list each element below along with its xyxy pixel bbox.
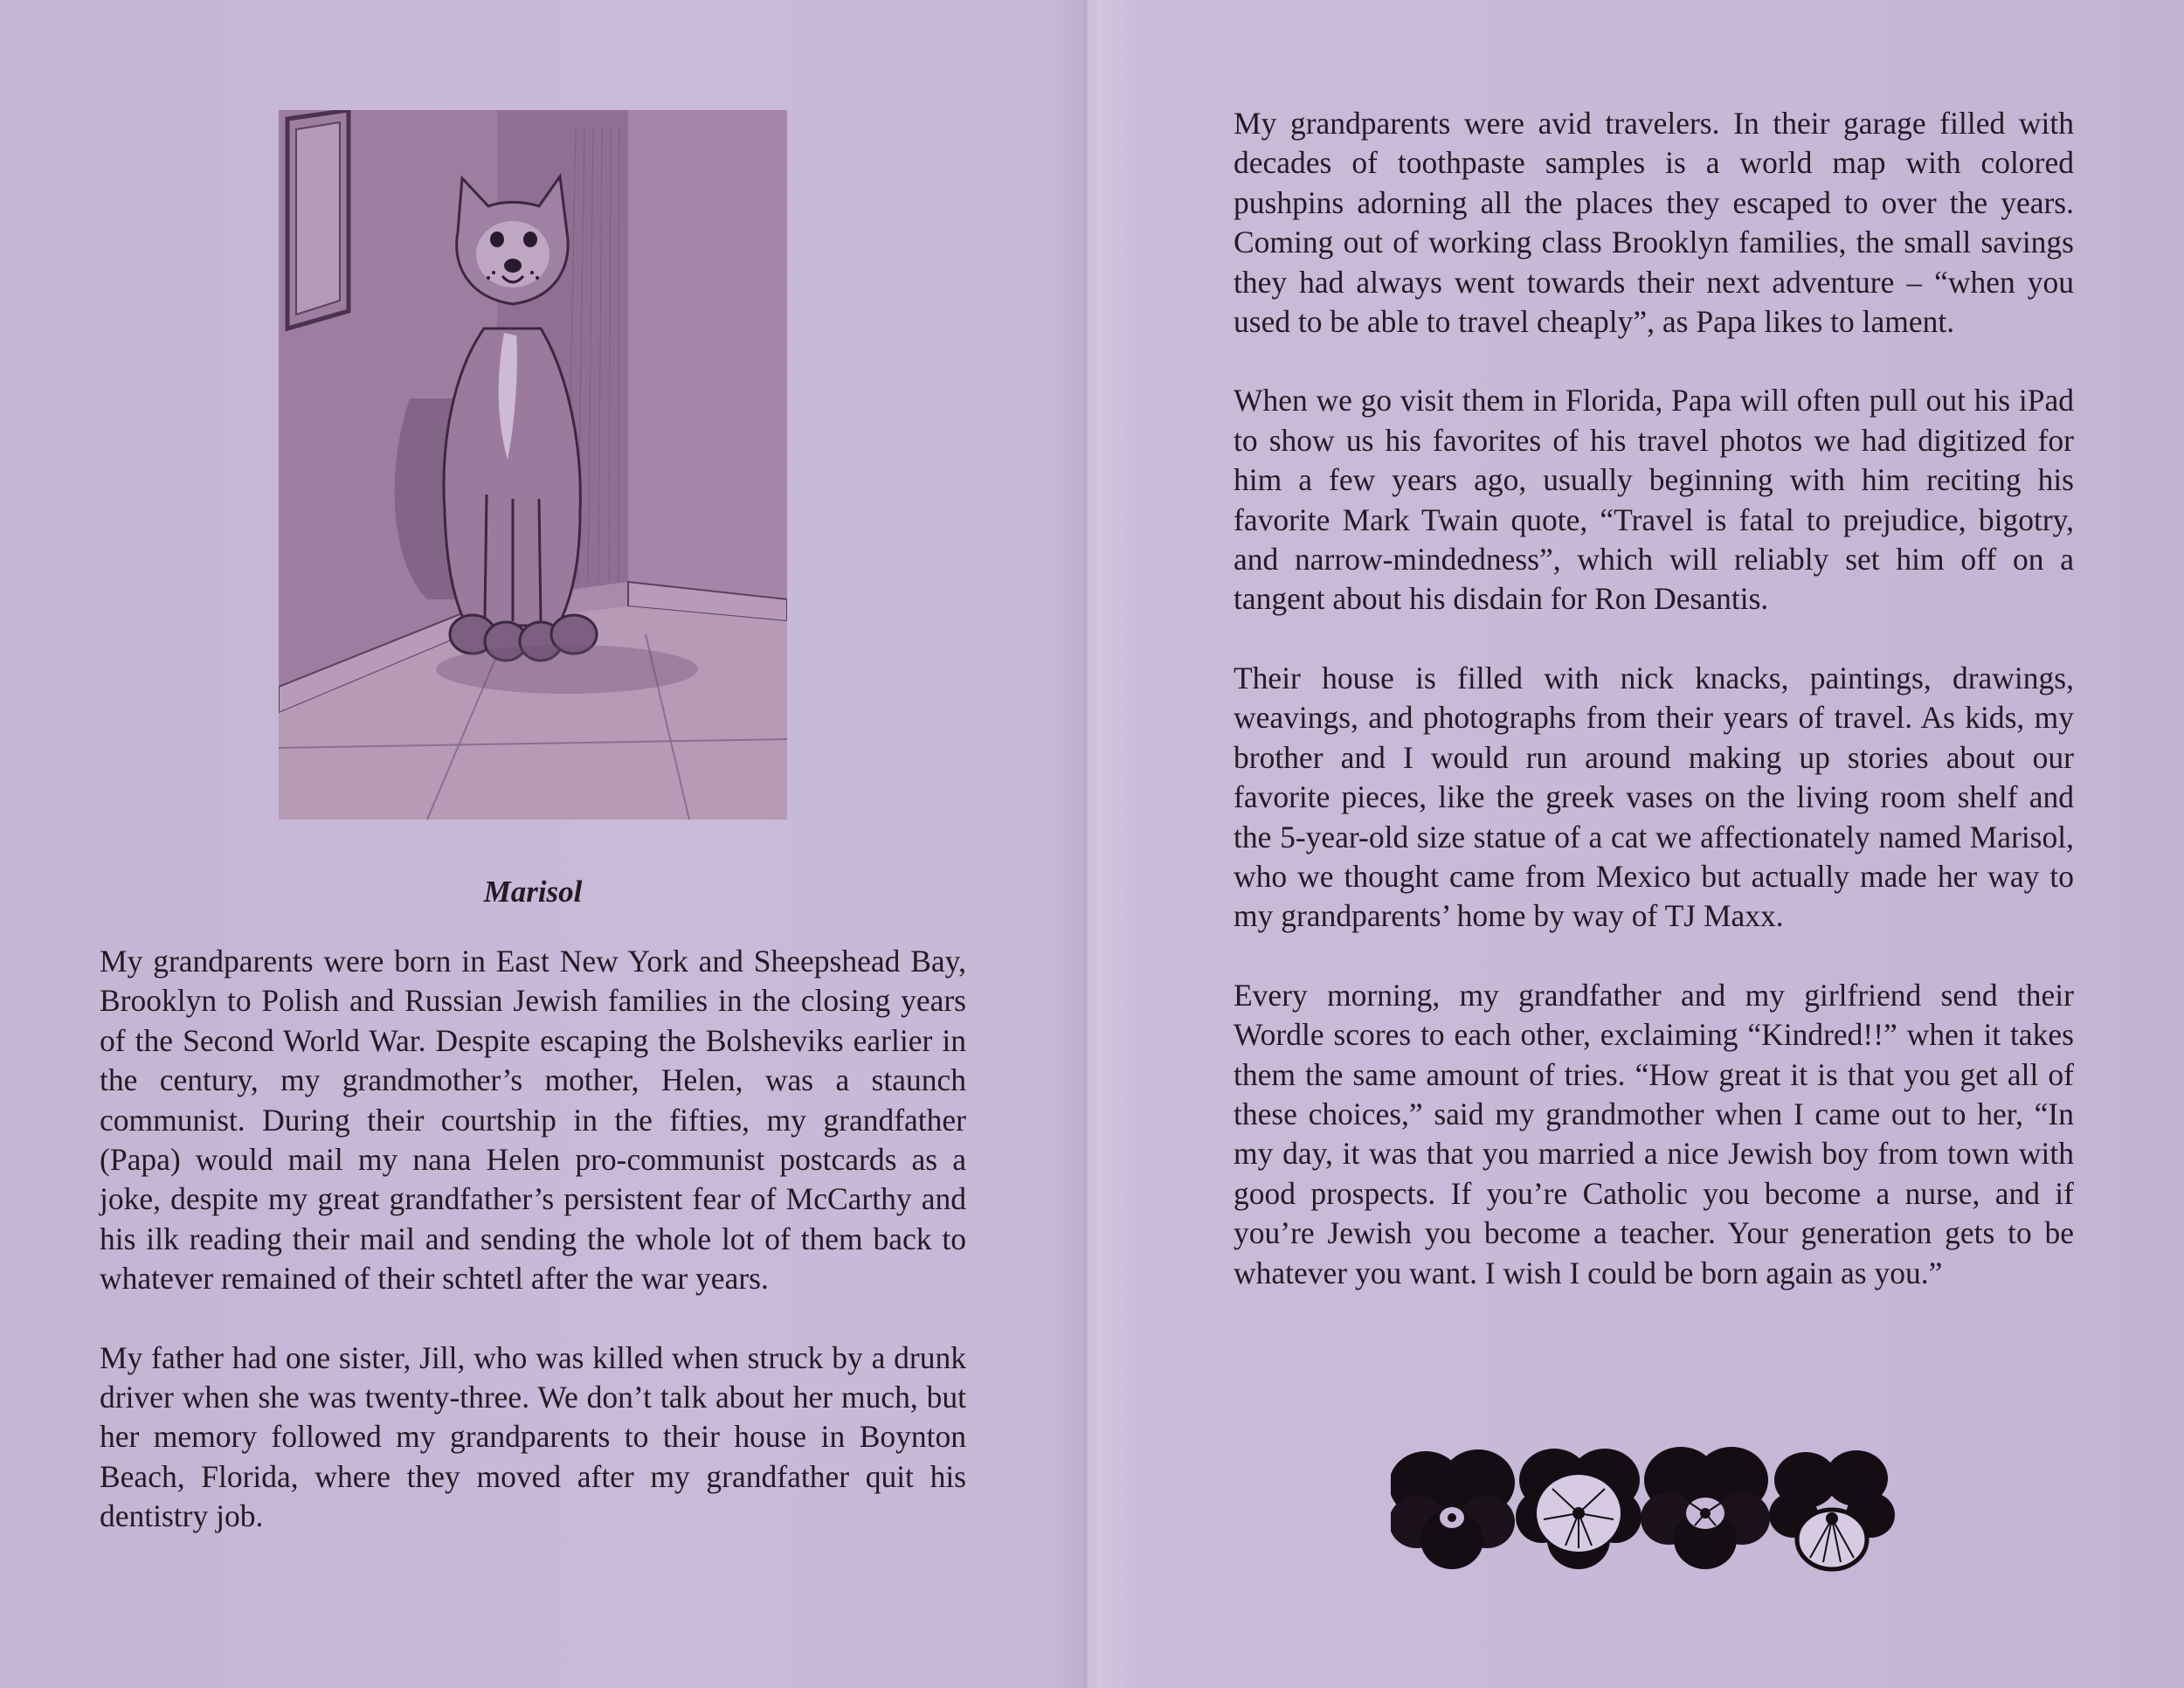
right-page xyxy=(1092,0,2184,1688)
left-page-body xyxy=(100,942,966,1537)
illustration-caption: Marisol xyxy=(483,875,583,909)
paragraph: My grandparents were born in East New York and Sheepshead Bay, Brooklyn to Polish and Russian Jewish families in the closing years of the Second World War. Despite escaping the Bolsheviks earlier in the century, my grandmother’s mother, Helen, was a staunch communist. During their courtship in the fifties, my grandfather (Papa) would mail my nana Helen pro-communist postcards as a joke, despite my great grandfather’s persistent fear of McCarthy and his ilk reading their mail and sending the whole lot of them back to whatever remained of their schtetl after the war years. xyxy=(100,944,966,1297)
paragraph: Their house is filled with nick knacks, paintings, drawings, weavings, and photographs from their years of travel. As kids, my brother and I would run around making up stories about our favorite pieces, like the greek vases on the living room shelf and the 5-year-old size statue of a cat we affectionately named Marisol, who we thought came from Mexico but actually made her way to my grandparents’ home by way of TJ Maxx. xyxy=(1234,660,2074,934)
pansy-flowers-icon xyxy=(1391,1435,1915,1583)
paragraph: When we go visit them in Florida, Papa will often pull out his iPad to show us his favorites of his travel photos we had digitized for him a few years ago, usually beginning with him reciting his favorite Mark Twain quote, “Travel is fatal to prejudice, bigotry, and narrow-mindedness”, which will reliably set him off on a tangent about his disdain for Ron Desantis. xyxy=(1234,383,2074,617)
right-page-body xyxy=(1234,104,2074,1293)
paragraph: Every morning, my grandfather and my girlfriend send their Wordle scores to each other, exclaiming “Kindred!!” when it takes them the same amount of tries. “How great it is that you get all of these choices,” said my grandmother when I came out to her, “In my day, it was that you married a nice Jewish boy from town with good prospects. If you’re Catholic you become a nurse, and if you’re Jewish you become a teacher. Your generation gets to be whatever you want. I wish I could be born again as you.” xyxy=(1234,977,2074,1290)
left-page xyxy=(0,0,1083,1688)
cat-statue-drawing xyxy=(279,110,787,820)
paragraph: My grandparents were avid travelers. In their garage filled with decades of toothpaste samples is a world map with colored pushpins adorning all the places they escaped to over the years. Coming out of working class Brooklyn families, the small savings they had always went towards their next adventure – “when you used to be able to travel cheaply”, as Papa likes to lament. xyxy=(1234,106,2074,340)
paragraph: My father had one sister, Jill, who was killed when struck by a drunk driver when she was twenty-three. We don’t talk about her much, but her memory followed my grandparents to their house in Boynton Beach, Florida, where they moved after my grandfather quit his dentistry job. xyxy=(100,1339,966,1534)
